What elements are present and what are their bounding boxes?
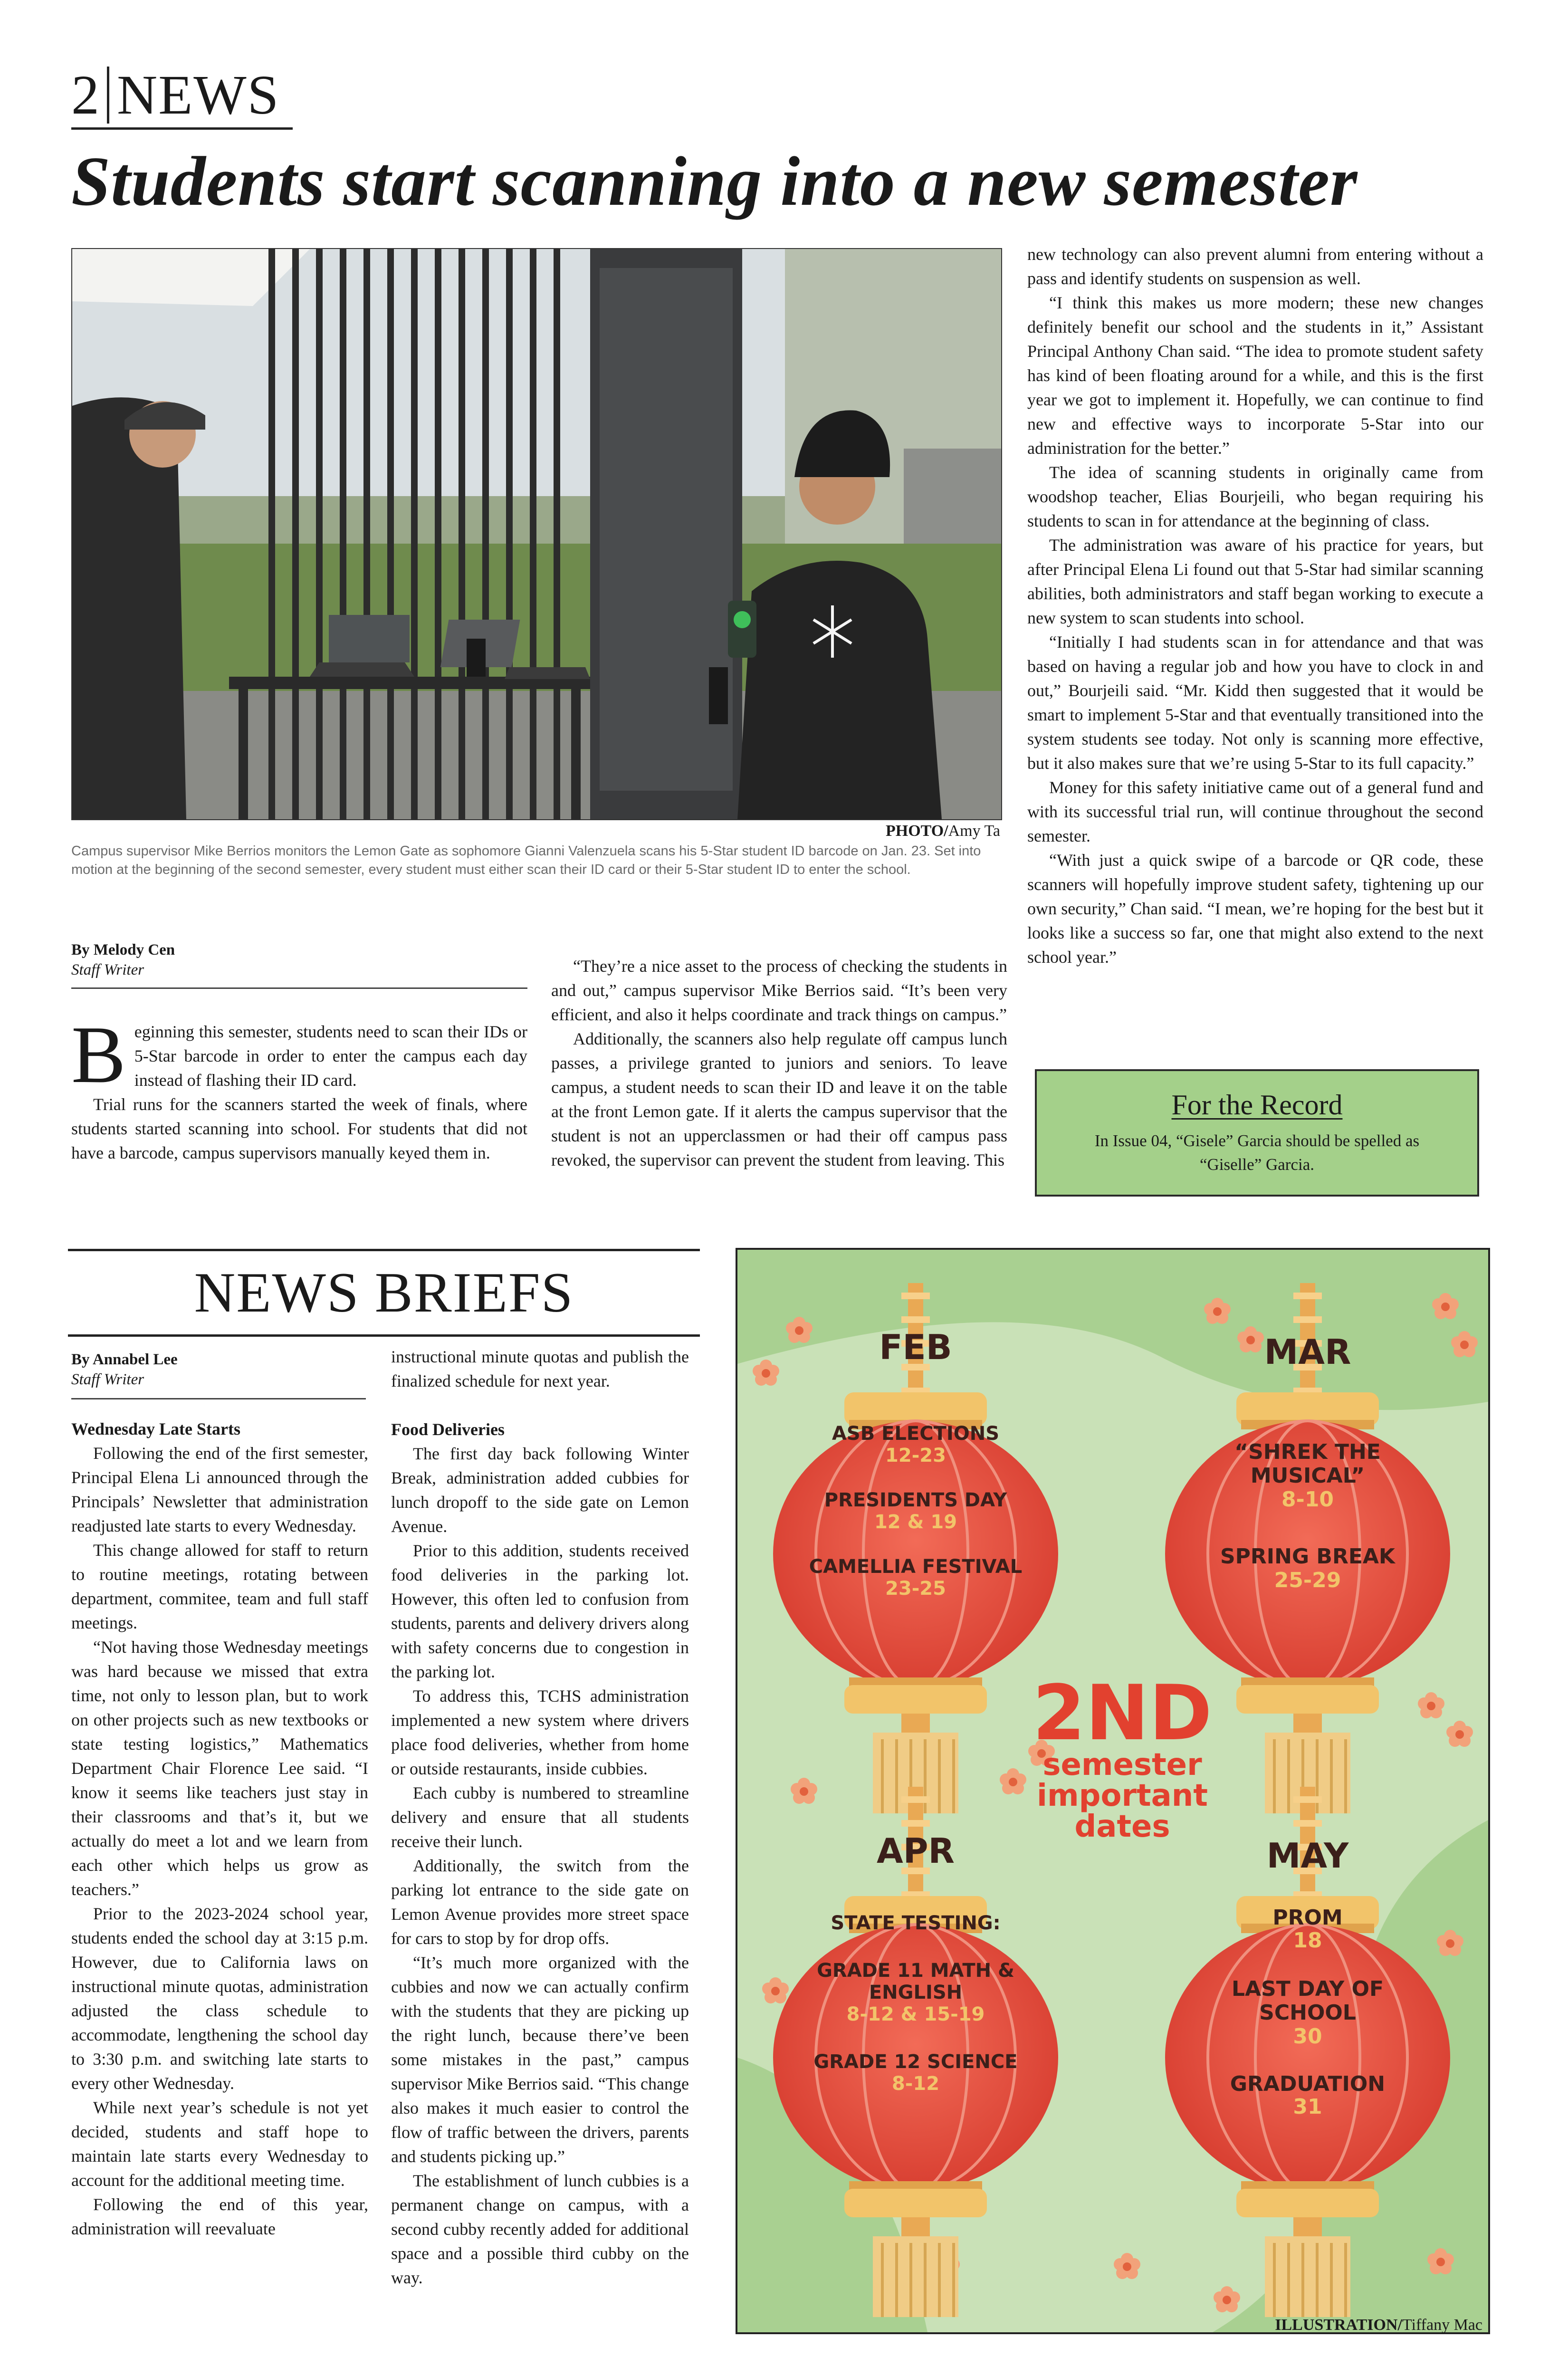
center-line: important (1037, 1778, 1208, 1813)
photo-scene (72, 249, 1001, 819)
brief-paragraph: This change allowed for staff to return to routine meetings, rotating between department, commitee, team and full staff meetings. (71, 1541, 368, 1632)
article-byline (71, 940, 527, 980)
brief-paragraph: While next year’s schedule is not yet decided, students and staff hope to maintain late starts every Wednesday to account for the additional meeting time. (71, 2098, 368, 2190)
article-paragraph: Trial runs for the scanners started the week of finals, where students started scanning into school. For students that did not have a barcode, campus supervisors manually keyed them in. (71, 1095, 527, 1162)
event-name: “SHREK THE (1234, 1440, 1381, 1464)
event-name: SCHOOL (1259, 2001, 1356, 2025)
news-briefs-title: NEWS BRIEFS (194, 1261, 574, 1324)
event-name: GRADUATION (1230, 2072, 1386, 2096)
month-label: FEB (879, 1327, 952, 1367)
event-date: 8-10 (1281, 1487, 1334, 1512)
event-date: 8-12 (891, 2073, 940, 2095)
byline-role: Staff Writer (71, 961, 144, 978)
event-date: 12 & 19 (874, 1511, 957, 1533)
briefs-byline (71, 1350, 366, 1389)
section-rule (71, 127, 293, 130)
brief-paragraph: Prior to this addition, students received food deliveries in the parking lot. However, this often led to confusion from students, parents and delivery drivers along with safety concerns due to congestion in the parking lot. (391, 1541, 689, 1681)
article-paragraph: Beginning this semester, students need to scan their IDs or 5-Star barcode in order to enter the campus each day instead of flashing their ID card. (71, 1010, 527, 1100)
event-name: MUSICAL” (1250, 1464, 1365, 1488)
briefs-column-2 (391, 1345, 689, 2290)
event-date: 30 (1293, 2024, 1322, 2049)
byline-name: By Annabel Lee (71, 1351, 178, 1368)
article-photo (71, 248, 1002, 820)
month-label: APR (877, 1831, 955, 1871)
byline-role: Staff Writer (71, 1371, 144, 1388)
article-paragraph: “With just a quick swipe of a barcode or QR code, these scanners will hopefully improve student safety, tightening up our own security,” Chan said. “I mean, we’re hoping for the best but it looks like a success so far, one that might also extend to the next school year.” (1027, 851, 1483, 967)
article-paragraph: The idea of scanning students in originally came from woodshop teacher, Elias Bourjeili, who began requiring his students to scan in for attendance at the beginning of class. (1027, 463, 1483, 530)
section-name: NEWS (117, 64, 280, 126)
event-name: GRADE 12 SCIENCE (813, 2051, 1018, 2073)
event-date: 23-25 (885, 1578, 946, 1600)
brief-paragraph: To address this, TCHS administration implemented a new system where drivers place food deliveries, whether from home or outside restaurants, inside cubbies. (391, 1686, 689, 1778)
photo-credit-label: PHOTO/ (886, 822, 948, 840)
brief-paragraph: Following the end of this year, administration will reevaluate (71, 2195, 368, 2238)
event-date: 18 (1293, 1928, 1322, 1953)
event-name: PROM (1272, 1906, 1343, 1930)
for-the-record-title: For the Record (1171, 1089, 1343, 1121)
event-name: SPRING BREAK (1220, 1544, 1396, 1569)
for-the-record-box (1035, 1069, 1479, 1197)
center-line: semester (1042, 1747, 1202, 1782)
center-line: dates (1074, 1809, 1170, 1844)
brief-paragraph: Each cubby is numbered to streamline delivery and ensure that all students receive their lunch. (391, 1783, 689, 1851)
article-paragraph: new technology can also prevent alumni from entering without a pass and identify students on suspension as well. (1027, 245, 1483, 288)
byline-rule (71, 1398, 366, 1399)
article-paragraph: Additionally, the scanners also help regulate off campus lunch passes, a privilege granted to juniors and seniors. To leave campus, a student needs to scan their ID and leave it on the table at the front Lemon gate. If it alerts the campus supervisor that the student is not an upperclassmen or had their off campus pass revoked, the supervisor can prevent the student from leaving. This (551, 1029, 1007, 1169)
event-name: GRADE 11 MATH & (817, 1960, 1014, 1982)
event-date: 31 (1293, 2095, 1322, 2119)
article-paragraph: The administration was aware of his practice for years, but after Principal Elena Li found out that 5-Star had similar scanning abilities, both administrators and staff began working to execute a new system to scan students into school. (1027, 536, 1483, 627)
brief-paragraph: Following the end of the first semester, Principal Elena Li announced through the Principals’ Newsletter that administration readjusted late starts to every Wednesday. (71, 1444, 368, 1535)
event-date: 12-23 (885, 1445, 946, 1466)
photo-caption: Campus supervisor Mike Berrios monitors the Lemon Gate as sophomore Gianni Valenzuela scans his 5-Star student ID barcode on Jan. 23. Set into motion at the beginning of the second semester, every student must either scan their ID card or their 5-Star student ID to enter the school. (71, 843, 981, 877)
brief-paragraph: The first day back following Winter Break, administration added cubbies for lunch dropoff to the side gate on Lemon Avenue. (391, 1444, 689, 1536)
event-name: ASB ELECTIONS (832, 1423, 1000, 1445)
brief-paragraph: Additionally, the switch from the parking lot entrance to the side gate on Lemon Avenue provides more street space for cars to stop by for drop offs. (391, 1856, 689, 1948)
article-column-3 (1027, 242, 1483, 969)
brief-paragraph: Prior to the 2023-2024 school year, students ended the school day at 3:15 p.m. However, due to California laws on instructional minute quotas, administration adjusted the class schedule to accommodate, lengthening the school day to 3:30 p.m. and switching late starts to every other Wednesday. (71, 1904, 368, 2093)
illustration-credit (1188, 2316, 1482, 2334)
photo-credit-name: Amy Ta (948, 822, 1000, 840)
event-date: 25-29 (1274, 1568, 1341, 1592)
event-date: 8-12 & 15-19 (846, 2003, 985, 2025)
headline: Students start scanning into a new semester (71, 143, 1358, 220)
page-number: 2 (71, 67, 109, 124)
brief-subhead: Wednesday Late Starts (71, 1419, 241, 1438)
drop-cap: B (71, 1010, 126, 1100)
event-name: STATE TESTING: (831, 1912, 1001, 1934)
photo-credit (71, 822, 1000, 840)
illustration-credit-name: Tiffany Mac (1402, 2316, 1482, 2334)
article-paragraph: Money for this safety initiative came out of a general fund and with its successful trial run, will continue throughout the second semester. (1027, 778, 1483, 845)
illustration-text (737, 1250, 1488, 2332)
article-column-1 (71, 1010, 527, 1165)
event-name: LAST DAY OF (1231, 1977, 1384, 2001)
month-label: MAY (1266, 1836, 1349, 1876)
dates-illustration (736, 1248, 1490, 2334)
byline-rule (71, 987, 527, 989)
article-column-2 (551, 954, 1007, 1172)
brief-paragraph: “It’s much more organized with the cubbies and now we can actually confirm with the students that they are picking up the right lunch, because there’ve been some mistakes in the past,” campus supervisor Mike Berrios said. “This change also makes it much easier to control the flow of traffic between the drivers, parents and students picking up.” (391, 1953, 689, 2166)
brief-paragraph: “Not having those Wednesday meetings was hard because we missed that extra time, not only to lesson plan, but to work on other projects such as new textbooks or state testing logistics,” Mathematics Department Chair Florence Lee said. “I know it seems like teachers just stay in their classrooms and that’s it, but we actually do meet a lot and we learn from each other which helps us grow as teachers.” (71, 1638, 368, 1899)
article-paragraph: “They’re a nice asset to the process of checking the students in and out,” campus supervisor Mike Berrios said. “It’s been very efficient, and also it helps coordinate and track things on campus.” (551, 957, 1007, 1024)
brief-paragraph: The establishment of lunch cubbies is a permanent change on campus, with a second cubby recently added for additional space and a possible third cubby on the way. (391, 2171, 689, 2287)
illustration-credit-label: ILLUSTRATION/ (1275, 2316, 1402, 2334)
for-the-record-body: In Issue 04, “Gisele” Garcia should be spelled as “Giselle” Garcia. (1094, 1131, 1420, 1174)
article-paragraph: “Initially I had students scan in for attendance and that was based on having a regular job and how you have to clock in and out,” Bourjeili said. “Mr. Kidd then suggested that it would be smart to implement 5-Star and that eventually transitioned into the system students see today. Not only is scanning more effective, but it also makes sure that we’re using 5-Star to its full capacity.” (1027, 632, 1483, 773)
event-name: CAMELLIA FESTIVAL (809, 1556, 1023, 1578)
brief-paragraph: instructional minute quotas and publish the finalized schedule for next year. (391, 1347, 689, 1390)
event-name: PRESIDENTS DAY (824, 1489, 1007, 1511)
brief-subhead: Food Deliveries (391, 1420, 505, 1439)
briefs-column-1 (71, 1417, 368, 2241)
briefs-rule-top (68, 1249, 700, 1251)
month-label: MAR (1264, 1332, 1351, 1372)
center-big: 2ND (1032, 1668, 1213, 1757)
article-paragraph: “I think this makes us more modern; these new changes definitely benefit our school and the students in it,” Assistant Principal Anthony Chan said. “The idea to promote student safety has kind of been floating around for a while, and this is the first year we got to implement it. Hopefully, we can continue to find new and effective ways to incorporate 5-Star into our administration for the better.” (1027, 293, 1483, 458)
section-label (71, 64, 295, 126)
byline-name: By Melody Cen (71, 941, 175, 958)
briefs-rule-bottom (68, 1334, 700, 1337)
event-name: ENGLISH (869, 1982, 963, 2003)
